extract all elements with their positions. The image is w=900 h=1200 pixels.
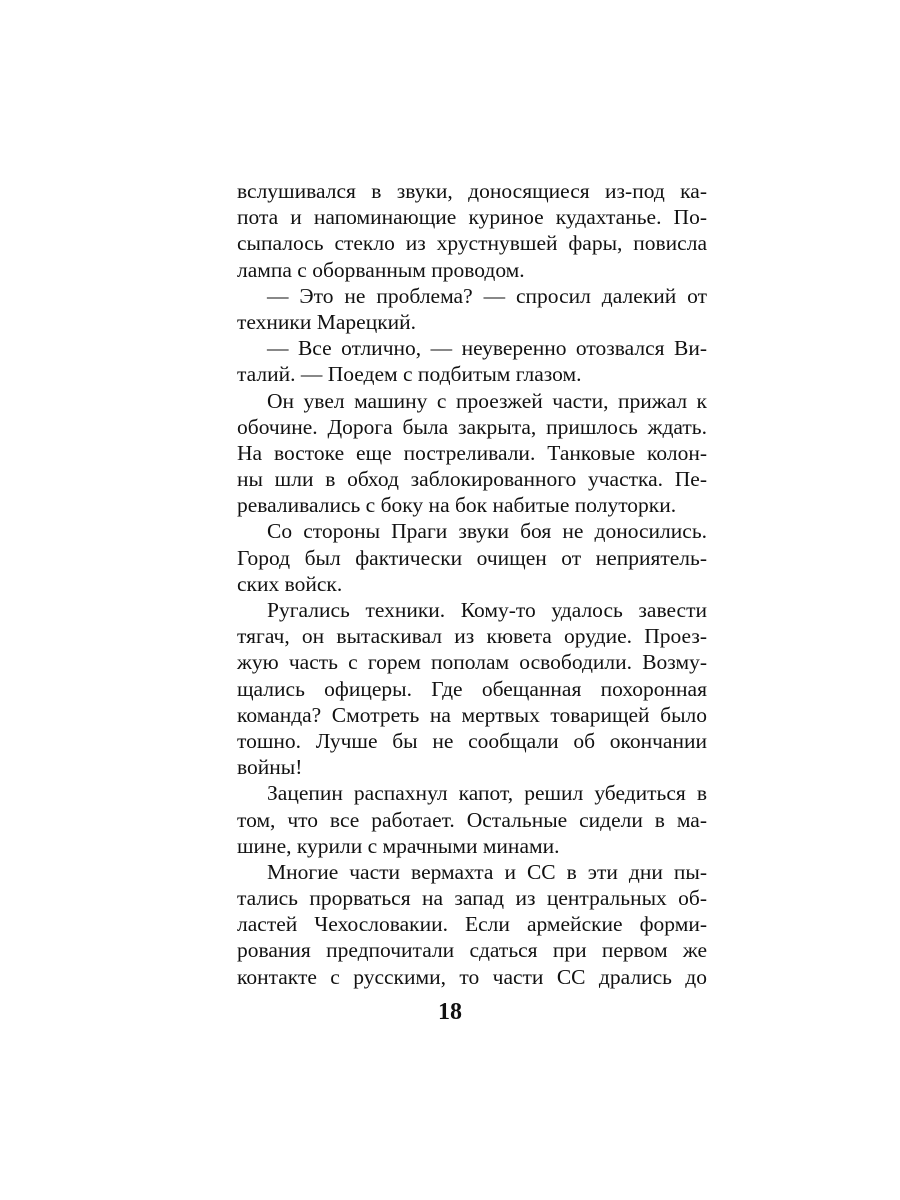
text-line: талий. — Поедем с подбитым глазом. (237, 362, 582, 387)
text-line: шине, курили с мрачными минами. (237, 833, 560, 858)
text-line: техники Марецкий. (237, 309, 417, 334)
text-line: Со стороны Праги звуки боя не доносились. (267, 519, 707, 544)
text-line: тались прорваться на запад из центральных об- (237, 886, 707, 911)
text-line: ны шли в обход заблокированного участка. Пе- (237, 467, 707, 492)
text-line: том, что все работает. Остальные сидели в ма- (237, 807, 707, 832)
page-number: 18 (438, 999, 462, 1025)
text-line: пота и напоминающие куриное кудахтанье. По- (237, 205, 707, 230)
text-line: тошно. Лучше бы не сообщали об окончании (237, 728, 707, 753)
text-line: тягач, он вытаскивал из кювета орудие. Проез- (237, 624, 707, 649)
text-line: контакте с русскими, то части СС дрались до (237, 964, 707, 989)
text-line: войны! (237, 755, 303, 780)
text-line: лампа с оборванным проводом. (237, 257, 525, 282)
text-line: Город был фактически очищен от неприятель- (237, 545, 707, 570)
text-line: щались офицеры. Где обещанная похоронная (237, 676, 707, 701)
text-line: Многие части вермахта и СС в эти дни пы- (267, 859, 707, 884)
text-line: Зацепин распахнул капот, решил убедиться в (267, 781, 707, 806)
text-line: сыпалось стекло из хрустнувшей фары, повисла (237, 231, 707, 256)
text-line: вслушивался в звуки, доносящиеся из-под ка- (237, 179, 707, 203)
text-line: — Все отлично, — неуверенно отозвался Ви- (267, 336, 707, 361)
text-line: обочине. Дорога была закрыта, пришлось ждать. (237, 414, 707, 439)
text-line: ских войск. (237, 571, 343, 596)
text-line: команда? Смотреть на мертвых товарищей было (237, 702, 707, 727)
text-line: — Это не проблема? — спросил далекий от (267, 283, 707, 308)
text-line: рования предпочитали сдаться при первом же (237, 938, 707, 963)
text-line: реваливались с боку на бок набитые полуторки. (237, 493, 677, 518)
text-line: жую часть с горем пополам освободили. Возму- (237, 650, 707, 675)
body-text (237, 178, 707, 990)
text-line: ластей Чехословакии. Если армейские форми- (237, 912, 707, 937)
text-line: Он увел машину с проезжей части, прижал к (267, 388, 707, 413)
text-line: На востоке еще постреливали. Танковые колон- (237, 440, 707, 465)
text-line: Ругались техники. Кому-то удалось завести (267, 598, 707, 622)
